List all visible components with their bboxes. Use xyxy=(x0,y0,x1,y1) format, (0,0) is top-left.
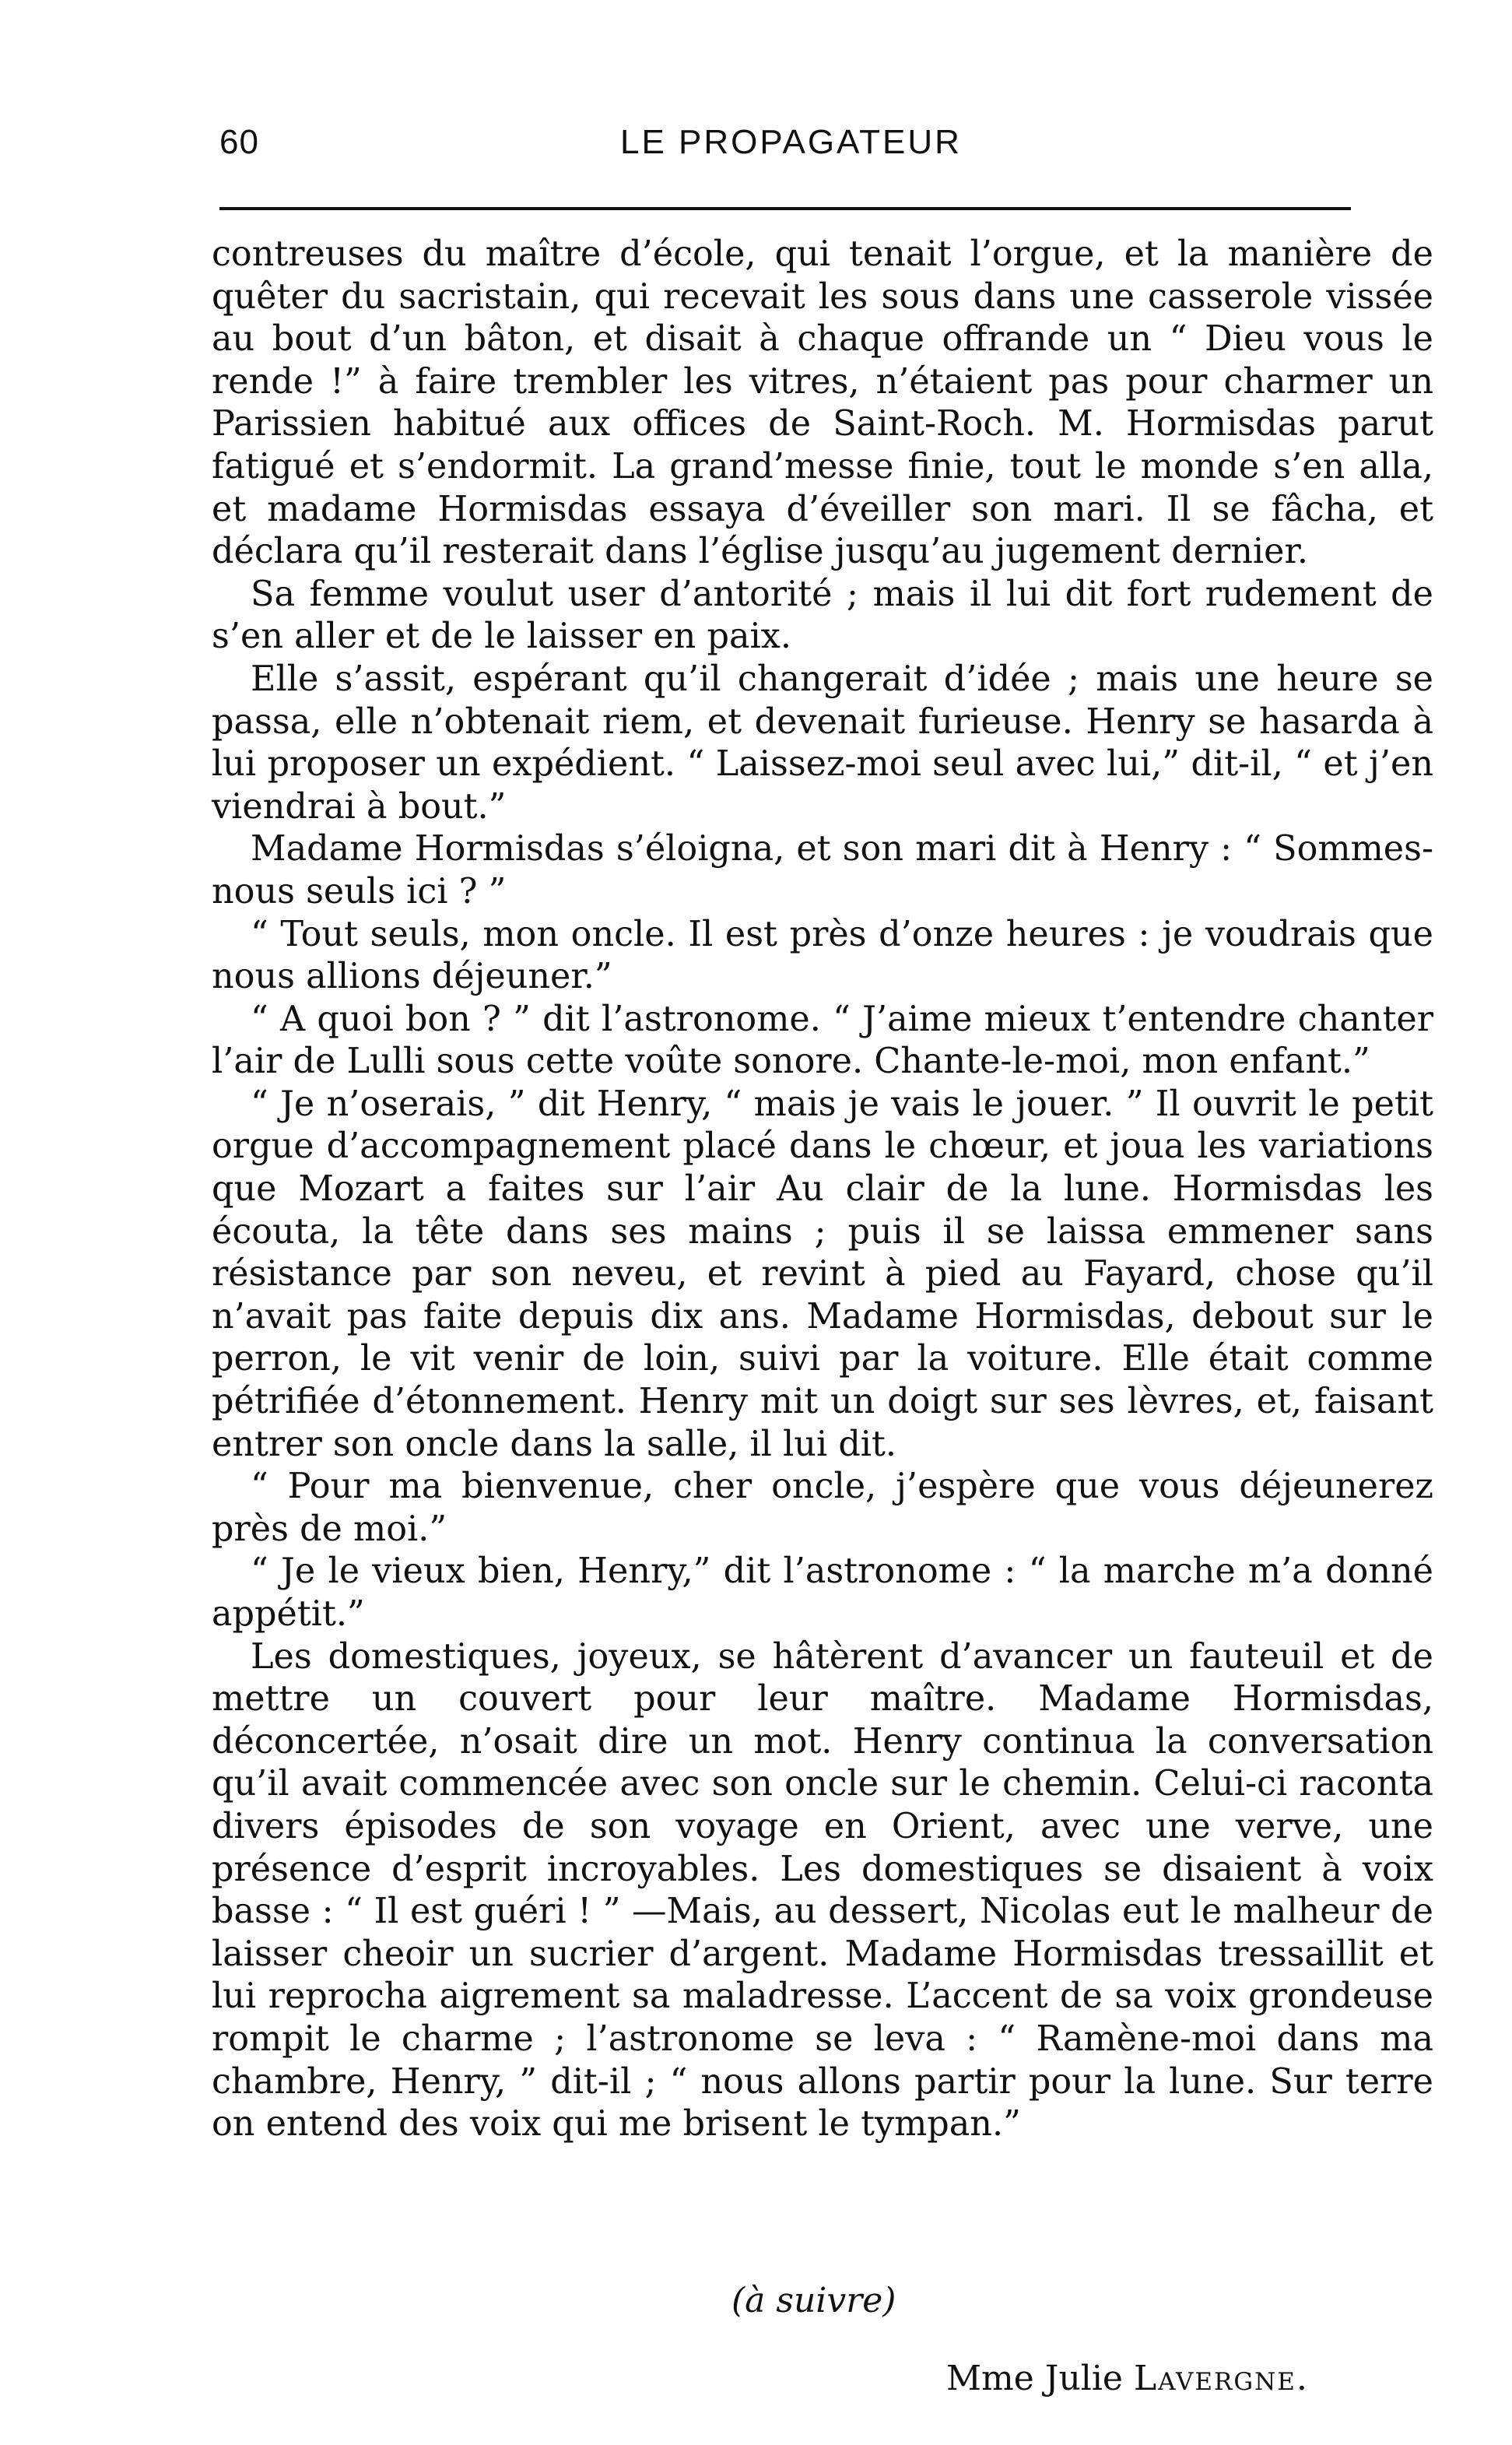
paragraph: “ Pour ma bienvenue, cher oncle, j’espère que vous déjeunerez près de moi.” xyxy=(212,1467,1433,1549)
paragraph: “ Tout seuls, mon oncle. Il est près d’onze heures : je voudrais que nous allions déjeuner.” xyxy=(212,914,1433,997)
paragraph: Les domestiques, joyeux, se hâtèrent d’avancer un fauteuil et de mettre un couvert pour leur maître. Madame Hormisdas, déconcertée, n’osait dire un mot. Henry continua la conversation qu’il avait commencée avec son oncle sur le chemin. Celui-ci raconta divers épisodes de son voyage en Orient, avec une verve, une présence d’esprit incroyables. Les domestiques se disaient à voix basse : “ Il est guéri ! ” —Mais, au dessert, Nicolas eut le malheur de laisser cheoir un sucrier d’argent. Madame Hormisdas tressaillit et lui reprocha aigrement sa maladresse. L’accent de sa voix grondeuse rompit le charme ; l’astronome se leva : “ Ramène-moi dans ma chambre, Henry, ” dit-il ; “ nous allons partir pour la lune. Sur terre on entend des voix qui me brisent le tympan.” xyxy=(212,1636,1433,2145)
paragraph: Sa femme voulut user d’antorité ; mais il lui dit fort rudement de s’en aller et de le laisser en paix. xyxy=(212,574,1433,657)
paragraph: “ Je le vieux bien, Henry,” dit l’astronome : “ la marche m’a donné appétit.” xyxy=(212,1551,1433,1634)
to-be-continued-note: (à suivre) xyxy=(731,2281,896,2320)
page-header xyxy=(219,123,1351,170)
header-rule xyxy=(219,207,1351,210)
body-text xyxy=(212,234,1433,2146)
paragraph: Elle s’assit, espérant qu’il changerait d’idée ; mais une heure se passa, elle n’obtenait riem, et devenait furieuse. Henry se hasarda à lui proposer un expédient. “ Laissez-moi seul avec lui,” dit-il, “ et j’en viendrai à bout.” xyxy=(212,659,1433,827)
paragraph: “ A quoi bon ? ” dit l’astronome. “ J’aime mieux t’entendre chanter l’air de Lulli sous cette voûte sonore. Chante-le-moi, mon enfant.” xyxy=(212,999,1433,1082)
paragraph: Madame Hormisdas s’éloigna, et son mari dit à Henry : “ Sommes-nous seuls ici ? ” xyxy=(212,829,1433,912)
signature-surname: Lavergne. xyxy=(1133,2359,1309,2398)
signature-prefix: Mme Julie xyxy=(946,2359,1134,2398)
running-title: LE PROPAGATEUR xyxy=(620,123,962,161)
author-signature xyxy=(946,2359,1309,2398)
paragraph: contreuses du maître d’école, qui tenait l’orgue, et la manière de quêter du sacristain, qui recevait les sous dans une casserole vissée au bout d’un bâton, et disait à chaque offrande un “ Dieu vous le rende !” à faire trembler les vitres, n’étaient pas pour charmer un Parissien habitué aux offices de Saint-Roch. M. Hormisdas parut fatigué et s’endormit. La grand’messe finie, tout le monde s’en alla, et madame Hormisdas essaya d’éveiller son mari. Il se fâcha, et déclara qu’il resterait dans l’église jusqu’au jugement dernier. xyxy=(212,234,1433,572)
paragraph: “ Je n’oserais, ” dit Henry, “ mais je vais le jouer. ” Il ouvrit le petit orgue d’accompagnement placé dans le chœur, et joua les variations que Mozart a faites sur l’air Au clair de la lune. Hormisdas les écouta, la tête dans ses mains ; puis il se laissa emmener sans résistance par son neveu, et revint à pied au Fayard, chose qu’il n’avait pas faite depuis dix ans. Madame Hormisdas, debout sur le perron, le vit venir de loin, suivi par la voiture. Elle était comme pétrifiée d’étonnement. Henry mit un doigt sur ses lèvres, et, faisant entrer son oncle dans la salle, il lui dit. xyxy=(212,1084,1433,1464)
page-number: 60 xyxy=(219,123,259,161)
